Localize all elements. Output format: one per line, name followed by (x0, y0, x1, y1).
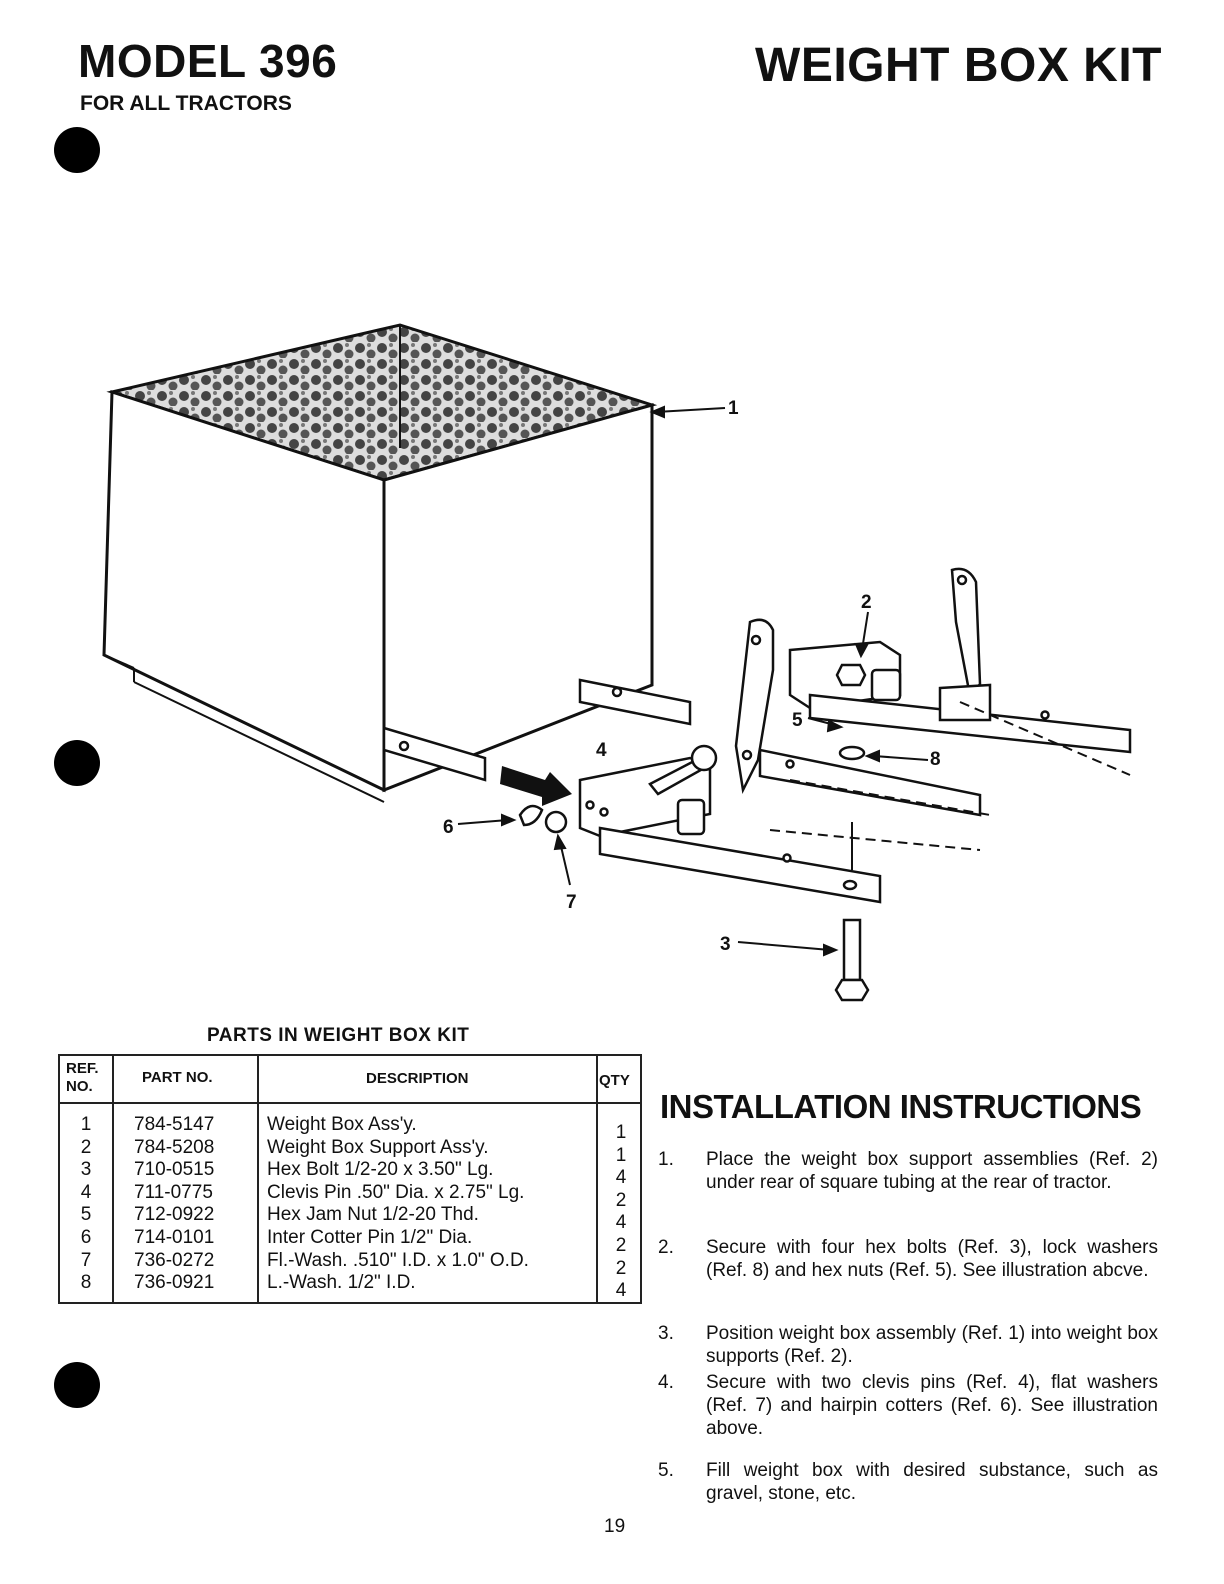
parts-table-heading: PARTS IN WEIGHT BOX KIT (207, 1025, 470, 1046)
column-divider (257, 1056, 259, 1302)
insertion-arrow (500, 766, 572, 806)
binder-hole (54, 1362, 100, 1408)
column-header-description: DESCRIPTION (366, 1070, 469, 1087)
callout-7: 7 (566, 892, 577, 913)
column-header-qty: QTY (599, 1072, 630, 1089)
weight-box-exploded-illustration (90, 310, 1150, 1010)
column-divider (112, 1056, 114, 1302)
callout-1: 1 (728, 398, 739, 419)
callout-4: 4 (596, 740, 607, 761)
parts-table (58, 1054, 642, 1304)
step-text: Position weight box assembly (Ref. 1) into weight box supports (Ref. 2). (706, 1323, 1158, 1367)
step-text: Place the weight box support assemblies (Ref. 2) under rear of square tubing at the rear of tractor. (706, 1149, 1158, 1193)
model-title: MODEL 396 (78, 35, 338, 87)
step-text: Fill weight box with desired substance, such as gravel, stone, etc. (706, 1460, 1158, 1504)
page-number: 19 (604, 1516, 626, 1537)
weight-box (104, 325, 652, 802)
callout-8: 8 (930, 749, 941, 770)
descriptions-column: Weight Box Ass'y. Weight Box Support Ass'y. Hex Bolt 1/2-20 x 3.50" Lg. Clevis Pin .50" Dia. x 2.75" Lg. Hex Jam Nut 1/2-20 Thd. Inter Cotter Pin 1/2" Dia. Fl.-Wash. .510" I.D. x 1.0" O.D. L.-Wash. 1/2" I.D. (267, 1114, 529, 1294)
callout-3: 3 (720, 934, 731, 955)
callout-6: 6 (443, 817, 454, 838)
ref-numbers-column: 1 2 3 4 5 6 7 8 (80, 1114, 92, 1294)
step-number: 4. (658, 1372, 674, 1393)
step-number: 5. (658, 1460, 674, 1481)
subtitle: FOR ALL TRACTORS (80, 92, 292, 115)
step-number: 2. (658, 1237, 674, 1258)
step-text: Secure with four hex bolts (Ref. 3), lock washers (Ref. 8) and hex nuts (Ref. 5). See illustration abcve. (706, 1237, 1158, 1281)
step-text: Secure with two clevis pins (Ref. 4), flat washers (Ref. 7) and hairpin cotters (Ref. 6). See illustration above. (706, 1372, 1158, 1439)
part-numbers-column: 784-5147 784-5208 710-0515 711-0775 712-0922 714-0101 736-0272 736-0921 (134, 1114, 215, 1294)
quantities-column: 1 1 4 2 4 2 2 4 (615, 1122, 627, 1302)
column-header-ref: REF. NO. (66, 1060, 99, 1095)
binder-hole (54, 127, 100, 173)
step-number: 3. (658, 1323, 674, 1344)
callout-2: 2 (861, 592, 872, 613)
column-header-part-no: PART NO. (142, 1069, 213, 1086)
callout-5: 5 (792, 710, 803, 731)
right-support-assembly (736, 569, 1130, 815)
step-number: 1. (658, 1149, 674, 1170)
kit-title: WEIGHT BOX KIT (755, 39, 1162, 92)
header-divider (60, 1102, 640, 1104)
installation-heading: INSTALLATION INSTRUCTIONS (660, 1088, 1142, 1125)
